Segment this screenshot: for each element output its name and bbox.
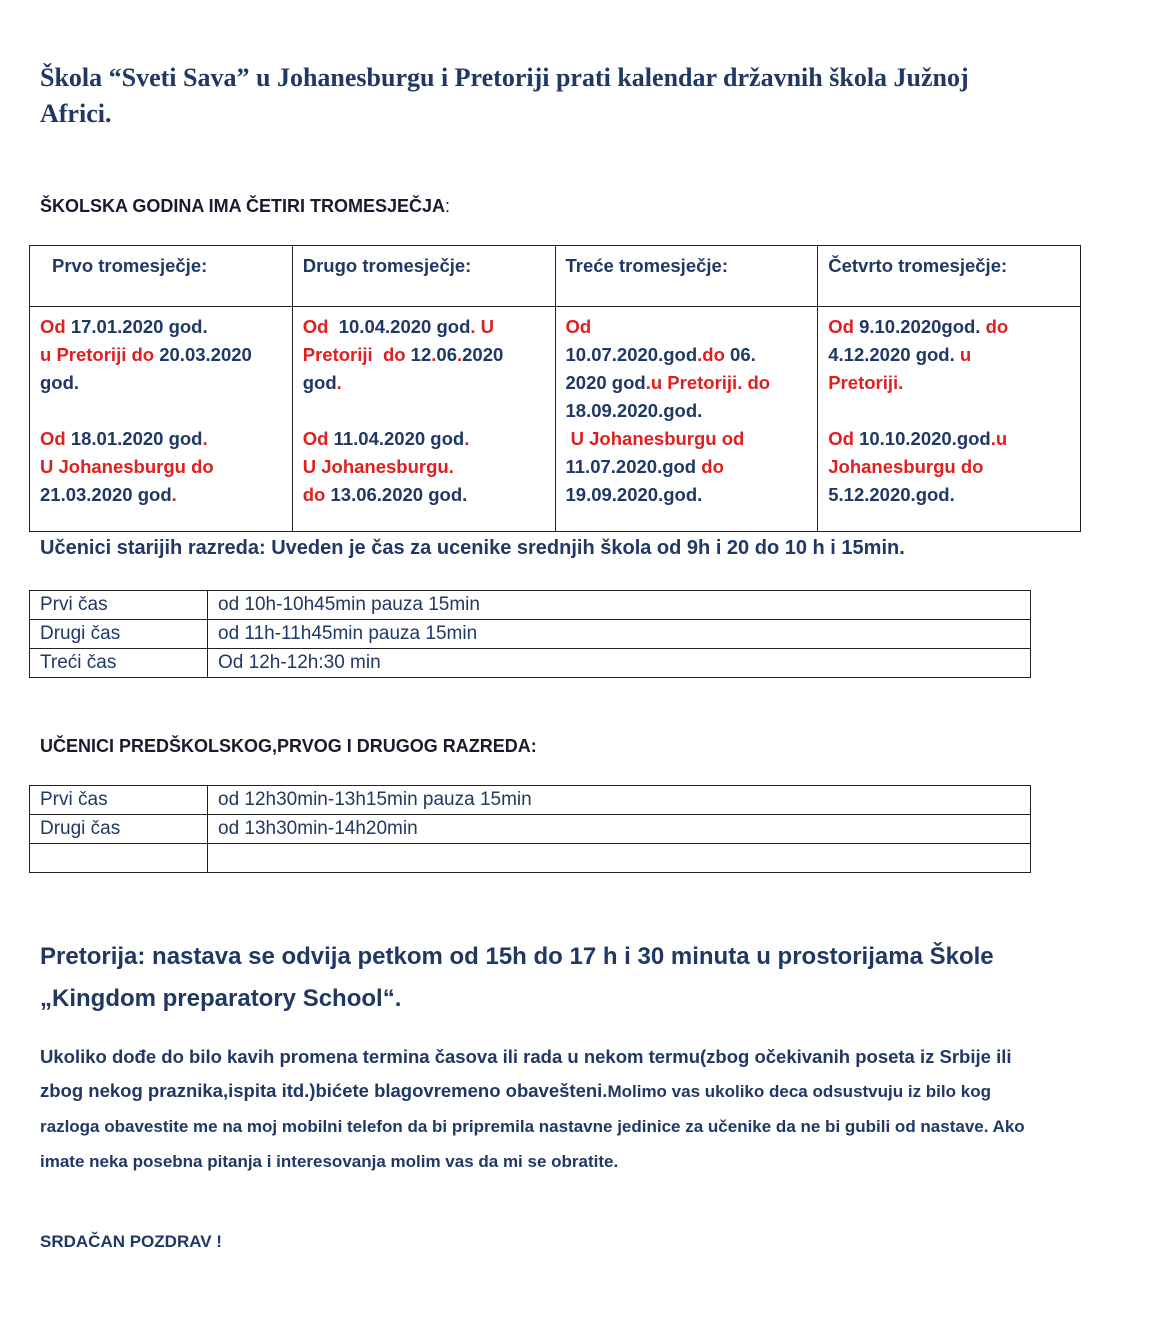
term-date-segment: do xyxy=(302,484,326,505)
term-date-line xyxy=(566,341,808,369)
notice-small-text: Molimo vas ukoliko deca odsustvuju iz bilo kog razloga obavestite me na moj mobilni telefon da bi pripremila nastavne jedinice za učenike da ne bi gubili od nastave. Ako imate neka posebna pitanja i interesovanja molim vas da mi se obratite. xyxy=(40,1082,1025,1171)
lesson-time: od 10h-10h45min pauza 15min xyxy=(208,591,1031,620)
younger-schedule-table xyxy=(29,785,1031,873)
term-date-segment: . xyxy=(336,372,342,393)
terms-heading-text: ŠKOLSKA GODINA IMA ČETIRI TROMESJEČJA xyxy=(40,196,446,216)
term-date-segment: .u xyxy=(990,428,1008,449)
terms-heading-colon: : xyxy=(445,196,451,216)
lesson-name: Drugi čas xyxy=(30,620,208,649)
term-header xyxy=(555,246,818,307)
table-row xyxy=(30,844,1031,873)
term-date-segment: . xyxy=(171,484,177,505)
term-dates-cell xyxy=(30,307,293,532)
term-date-segment: god xyxy=(302,372,337,393)
term-date-segment: . xyxy=(464,428,470,449)
term-date-line xyxy=(40,425,282,453)
term-date-segment: Od xyxy=(40,316,66,337)
terms-header-row xyxy=(30,246,1081,307)
term-date-segment: 4.12.2020 god. xyxy=(828,344,955,365)
term-date-line xyxy=(40,453,282,481)
term-header xyxy=(818,246,1081,307)
term-date-segment: U Johanesburgu od xyxy=(565,428,745,449)
term-date-line xyxy=(40,397,282,425)
term-header-text: Prvo tromesječje: xyxy=(52,255,208,276)
term-date-segment: Od xyxy=(40,428,66,449)
term-date-line xyxy=(566,481,808,509)
table-row xyxy=(30,591,1031,620)
term-date-line xyxy=(303,369,545,397)
term-date-line xyxy=(828,397,1070,425)
term-date-line xyxy=(303,341,545,369)
term-date-segment: 17.01.2020 god. xyxy=(65,316,208,337)
term-date-segment: 06 xyxy=(436,344,457,365)
term-date-line xyxy=(303,453,545,481)
term-date-segment: 2020 god xyxy=(565,372,646,393)
term-date-line xyxy=(828,481,1070,509)
term-date-line xyxy=(40,341,282,369)
lesson-time: od 12h30min-13h15min pauza 15min xyxy=(208,786,1031,815)
term-date-segment: 11.04.2020 god xyxy=(328,428,465,449)
term-date-line xyxy=(828,369,1070,397)
term-date-segment: do xyxy=(980,316,1009,337)
term-date-line xyxy=(828,453,1070,481)
lesson-name: Treći čas xyxy=(30,649,208,678)
term-date-segment: u xyxy=(954,344,972,365)
lesson-time: od 11h-11h45min pauza 15min xyxy=(208,620,1031,649)
term-date-segment: 19.09.2020.god. xyxy=(565,484,703,505)
page-title: Škola “Sveti Sava” u Johanesburgu i Pretoriji prati kalendar državnih škola Južnoj Africi. xyxy=(40,63,969,128)
table-row xyxy=(30,786,1031,815)
term-date-line xyxy=(566,369,808,397)
lesson-name: Prvi čas xyxy=(30,591,208,620)
term-date-segment: Od xyxy=(565,316,592,337)
term-date-segment: Pretoriji. xyxy=(828,372,904,393)
term-date-segment: 5.12.2020.god. xyxy=(828,484,955,505)
farewell-text: SRDAČAN POZDRAV ! xyxy=(40,1232,222,1251)
term-date-segment: 9.10.2020god. xyxy=(853,316,981,337)
younger-students-heading: UČENICI PREDŠKOLSKOG,PRVOG I DRUGOG RAZREDA: xyxy=(40,736,537,756)
term-date-segment: 2020 xyxy=(462,344,504,365)
term-date-segment: do xyxy=(696,456,724,477)
lesson-name: Drugi čas xyxy=(30,815,208,844)
term-date-segment: 18.01.2020 god xyxy=(65,428,203,449)
table-row xyxy=(30,649,1031,678)
term-date-segment: 10.07.2020.god xyxy=(565,344,698,365)
term-date-segment: 11.07.2020.god xyxy=(565,456,697,477)
term-date-line xyxy=(303,313,545,341)
term-date-line xyxy=(566,313,808,341)
term-header-text: Četvrto tromesječje: xyxy=(828,255,1008,276)
term-date-segment: u Pretoriji do xyxy=(40,344,155,365)
term-date-segment: . xyxy=(431,344,437,365)
term-date-segment: U Johanesburgu. xyxy=(302,456,454,477)
older-schedule-table xyxy=(29,590,1031,678)
term-date-segment: Od xyxy=(302,316,329,337)
term-date-line xyxy=(566,425,808,453)
term-date-segment: . U xyxy=(470,316,495,337)
term-date-segment: . xyxy=(456,344,463,365)
term-date-segment: 12 xyxy=(405,344,432,365)
term-date-segment: . xyxy=(202,428,208,449)
lesson-name: Prvi čas xyxy=(30,786,208,815)
terms-table xyxy=(29,245,1081,532)
term-date-segment: 10.04.2020 god xyxy=(328,316,471,337)
lesson-time xyxy=(208,844,1031,873)
notice-main-text: Ukoliko dođe do bilo kavih promena termina časova ili rada u nekom termu(zbog očekivanih poseta iz Srbije ili zbog nekog praznika,ispita itd.)bićete blagovremeno obavešteni. xyxy=(40,1046,1012,1101)
term-date-segment: 06. xyxy=(724,344,756,365)
term-date-segment: god. xyxy=(40,372,80,393)
lesson-time: od 13h30min-14h20min xyxy=(208,815,1031,844)
term-header xyxy=(30,246,293,307)
term-date-segment: 21.03.2020 god xyxy=(40,484,172,505)
term-date-line xyxy=(303,397,545,425)
term-date-segment: Od xyxy=(302,428,329,449)
terms-heading xyxy=(40,196,450,217)
term-date-segment: 20.03.2020 xyxy=(154,344,252,365)
table-row xyxy=(30,815,1031,844)
term-date-segment: Johanesburgu do xyxy=(828,456,984,477)
term-date-line xyxy=(40,369,282,397)
term-date-line xyxy=(566,397,808,425)
term-date-line xyxy=(303,481,545,509)
term-date-line xyxy=(40,313,282,341)
term-header-text: Drugo tromesječje: xyxy=(302,255,472,276)
term-date-line xyxy=(40,481,282,509)
table-row xyxy=(30,620,1031,649)
term-header-text: Treće tromesječje: xyxy=(565,255,728,276)
term-date-line xyxy=(828,341,1070,369)
term-date-segment: U Johanesburgu do xyxy=(40,456,214,477)
term-date-segment: .u Pretoriji. do xyxy=(645,372,771,393)
term-date-segment: 10.10.2020.god xyxy=(853,428,991,449)
term-dates-cell xyxy=(818,307,1081,532)
notice-paragraph xyxy=(40,1040,1040,1179)
lesson-name xyxy=(30,844,208,873)
term-date-segment: .do xyxy=(697,344,725,365)
term-date-segment: 13.06.2020 god. xyxy=(325,484,468,505)
term-date-segment: 18.09.2020.god. xyxy=(565,400,703,421)
term-header xyxy=(292,246,555,307)
lesson-time: Od 12h-12h:30 min xyxy=(208,649,1031,678)
term-date-line xyxy=(828,313,1070,341)
term-date-line xyxy=(303,425,545,453)
term-dates-cell xyxy=(292,307,555,532)
term-date-line xyxy=(566,453,808,481)
pretorija-info: Pretorija: nastava se odvija petkom od 15h do 17 h i 30 minuta u prostorijama Škole „Kingdom preparatory School“. xyxy=(40,943,994,1012)
older-students-note: Učenici starijih razreda: Uveden je čas za ucenike srednjih škola od 9h i 20 do 10 h i 15min. xyxy=(40,537,905,559)
term-date-segment: Od xyxy=(828,316,854,337)
term-date-line xyxy=(828,425,1070,453)
term-date-segment: Od xyxy=(828,428,854,449)
term-date-segment: Pretoriji do xyxy=(302,344,406,365)
term-dates-cell xyxy=(555,307,818,532)
terms-body-row xyxy=(30,307,1081,532)
